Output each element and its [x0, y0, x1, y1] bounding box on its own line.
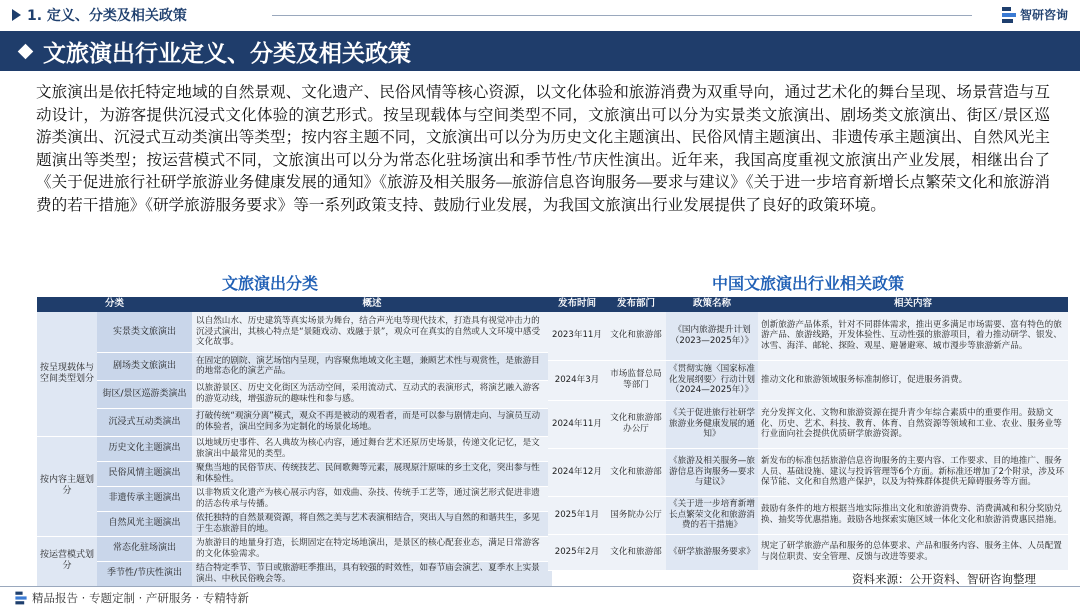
table-row: [37, 561, 552, 586]
time-cell: 2024年11月: [548, 400, 606, 448]
time-cell: 2025年1月: [548, 496, 606, 534]
desc-cell: 结合特定季节、节日或旅游旺季推出，具有较强的时效性，如春节庙会演艺、夏季水上实景演出、中秋民俗晚会等。: [192, 561, 552, 586]
header-dept: 发布部门: [606, 297, 666, 312]
time-cell: 2025年2月: [548, 534, 606, 570]
header-time: 发布时间: [548, 297, 606, 312]
desc-cell: 聚焦当地的民俗节庆、传统技艺、民间歌舞等元素，展现原汁原味的乡土文化，突出参与性和体验性。: [192, 461, 552, 486]
group-cell: 按内容主题划分: [37, 436, 97, 536]
type-cell: 实景类文旅演出: [97, 312, 192, 352]
footer: [14, 590, 249, 606]
content-cell: 创新旅游产品体系，针对不同群体需求，推出更多满足市场需要、富有特色的旅游产品、旅游线路，开发体验性、互动性强的旅游项目，着力推动研学、银发、冰雪、海洋、邮轮、探险、观星、避暑避寒、城市漫步等旅游新产品。: [758, 312, 1068, 360]
table-row: [37, 408, 552, 436]
intro-paragraph: 文旅演出是依托特定地域的自然景观、文化遗产、民俗风情等核心资源，以文化体验和旅游消费为双重导向，通过艺术化的舞台呈现、场景营造与互动设计，为游客提供沉浸式文化体验的演艺形式。按呈现载体与空间类型不同，文旅演出可以分为实景类文旅演出、剧场类文旅演出、街区/景区巡游类演出、沉浸式互动类演出等类型；按内容主题不同，文旅演出可以分为历史文化主题演出、民俗风情主题演出、非遗传承主题演出、自然风光主题演出等类型；按运营模式不同，文旅演出可以分为常态化驻场演出和季节性/节庆性演出。近年来，我国高度重视文旅演出产业发展，相继出台了《关于促进旅行社研学旅游业务健康发展的通知》《旅游及相关服务—旅游信息咨询服务—要求与建议》《关于进一步培育新增长点繁荣文化和旅游消费的若干措施》《研学旅游服务要求》等一系列政策支持、鼓励行业发展，为我国文旅演出行业发展提供了良好的政策环境。: [36, 84, 1050, 214]
content-cell: 规定了研学旅游产品和服务的总体要求、产品和服务内容、服务主体、人员配置与岗位职责、安全管理、反馈与改进等要求。: [758, 534, 1068, 570]
table-row: [548, 360, 1068, 400]
dept-cell: 文化和旅游部办公厅: [606, 400, 666, 448]
header-category: 分类: [37, 297, 192, 312]
type-cell: 季节性/节庆性演出: [97, 561, 192, 586]
policy-header-row: [548, 297, 1068, 312]
time-cell: 2024年12月: [548, 448, 606, 496]
diamond-icon: [18, 43, 34, 59]
title-banner: [0, 31, 1080, 71]
brand-name: 智研咨询: [1019, 8, 1068, 22]
type-cell: 常态化驻场演出: [97, 536, 192, 561]
desc-cell: 以自然山水、历史建筑等真实场景为舞台，结合声光电等现代技术，打造具有视觉冲击力的沉浸式演出，其核心特点是“景随戏动、戏融于景”，观众可在真实的自然或人文环境中感受文化故事。: [192, 312, 552, 352]
footer-logo-icon: [15, 592, 26, 605]
header-overview: 概述: [192, 297, 552, 312]
content-cell: 新发布的标准包括旅游信息咨询服务的主要内容、工作要求、目的地推广、服务人员、基础设施、建议与投诉管理等6个方面。新标准还增加了2个附录，涉及环保节能、文化和自然遗产保护，以及为特殊群体提供无障碍服务等方面。: [758, 448, 1068, 496]
desc-cell: 以非物质文化遗产为核心展示内容，如戏曲、杂技、传统手工艺等，通过演艺形式促进非遗的活态传承与传播。: [192, 486, 552, 511]
brand-logo-icon: [1002, 7, 1016, 23]
policy-title: 中国文旅演出行业相关政策: [711, 274, 904, 293]
policy-name-cell: 《贯彻实施〈国家标准化发展纲要〉行动计划（2024—2025年）》: [666, 360, 758, 400]
desc-cell: 依托独特的自然景观资源，将自然之美与艺术表演相结合，突出人与自然的和谐共生，多见于生态旅游目的地。: [192, 511, 552, 536]
page-title: 文旅演出行业定义、分类及相关政策: [43, 40, 411, 67]
policy-name-cell: 《关于促进旅行社研学旅游业务健康发展的通知》: [666, 400, 758, 448]
table-row: [37, 312, 552, 352]
dept-cell: 文化和旅游部: [606, 534, 666, 570]
source-note: 资料来源：公开资料、智研咨询整理: [852, 572, 1036, 586]
desc-cell: 以旅游景区、历史文化街区为活动空间，采用流动式、互动式的表演形式，将演艺融入游客的游览动线，增强游玩的趣味性和参与感。: [192, 380, 552, 408]
table-row: [37, 461, 552, 486]
content-cell: 鼓励有条件的地方根据当地实际推出文化和旅游消费券、消费满减和积分奖励兑换、抽奖等优惠措施。鼓励各地探索实施区域一体化文化和旅游消费惠民措施。: [758, 496, 1068, 534]
table-row: [37, 486, 552, 511]
policy-name-cell: 《旅游及相关服务—旅游信息咨询服务—要求与建议》: [666, 448, 758, 496]
desc-cell: 以地域历史事件、名人典故为核心内容，通过舞台艺术还原历史场景，传递文化记忆，是文旅演出中最常见的类型。: [192, 436, 552, 461]
table-row: [548, 534, 1068, 570]
type-cell: 历史文化主题演出: [97, 436, 192, 461]
dept-cell: 文化和旅游部: [606, 448, 666, 496]
type-cell: 剧场类文旅演出: [97, 352, 192, 380]
type-cell: 民俗风情主题演出: [97, 461, 192, 486]
footer-text: 精品报告 · 专题定制 · 产研服务 · 专精特新: [32, 591, 249, 605]
header-content: 相关内容: [758, 297, 1068, 312]
classification-table: [37, 297, 552, 587]
classification-header-row: [37, 297, 552, 312]
triangle-icon: [12, 9, 21, 21]
group-cell: 按运营模式划分: [37, 536, 97, 586]
content-cell: 充分发挥文化、文物和旅游资源在提升青少年综合素质中的重要作用。鼓励文化、历史、艺术、科技、教育、体育、自然资源等领域和工业、农业、服务业等行业面向社会提供优质研学旅游资源。: [758, 400, 1068, 448]
desc-cell: 为旅游目的地量身打造，长期固定在特定场地演出，是景区的核心配套业态，满足日常游客的文化体验需求。: [192, 536, 552, 561]
table-row: [548, 496, 1068, 534]
type-cell: 自然风光主题演出: [97, 511, 192, 536]
table-row: [548, 448, 1068, 496]
time-cell: 2024年3月: [548, 360, 606, 400]
header-policy-name: 政策名称: [666, 297, 758, 312]
dept-cell: 国务院办公厅: [606, 496, 666, 534]
table-row: [548, 400, 1068, 448]
table-row: [37, 436, 552, 461]
policy-name-cell: 《研学旅游服务要求》: [666, 534, 758, 570]
table-row: [37, 352, 552, 380]
top-divider: [272, 15, 972, 16]
top-bar: [0, 0, 1080, 30]
policy-name-cell: 《国内旅游提升计划（2023—2025年）》: [666, 312, 758, 360]
time-cell: 2023年11月: [548, 312, 606, 360]
type-cell: 沉浸式互动类演出: [97, 408, 192, 436]
policy-name-cell: 《关于进一步培育新增长点繁荣文化和旅游消费的若干措施》: [666, 496, 758, 534]
dept-cell: 文化和旅游部: [606, 312, 666, 360]
table-row: [548, 312, 1068, 360]
type-cell: 非遗传承主题演出: [97, 486, 192, 511]
desc-cell: 打破传统“观演分离”模式，观众不再是被动的观看者，而是可以参与剧情走向、与演员互动的体验者，演出空间多为定制化的场景化场地。: [192, 408, 552, 436]
classification-title: 文旅演出分类: [221, 274, 318, 293]
section-label: [12, 5, 187, 25]
section-label-text: 1. 定义、分类及相关政策: [27, 8, 187, 24]
brand-logo: [1002, 6, 1068, 23]
table-row: [37, 511, 552, 536]
table-row: [37, 536, 552, 561]
footer-divider: [0, 586, 1080, 587]
policy-table: [548, 297, 1068, 571]
type-cell: 街区/景区巡游类演出: [97, 380, 192, 408]
table-row: [37, 380, 552, 408]
content-cell: 推动文化和旅游领域服务标准制修订，促进服务消费。: [758, 360, 1068, 400]
dept-cell: 市场监督总局等部门: [606, 360, 666, 400]
group-cell: 按呈现载体与空间类型划分: [37, 312, 97, 436]
desc-cell: 在固定的剧院、演艺场馆内呈现，内容聚焦地域文化主题，兼顾艺术性与观赏性，是旅游目的地常态化的演艺产品。: [192, 352, 552, 380]
